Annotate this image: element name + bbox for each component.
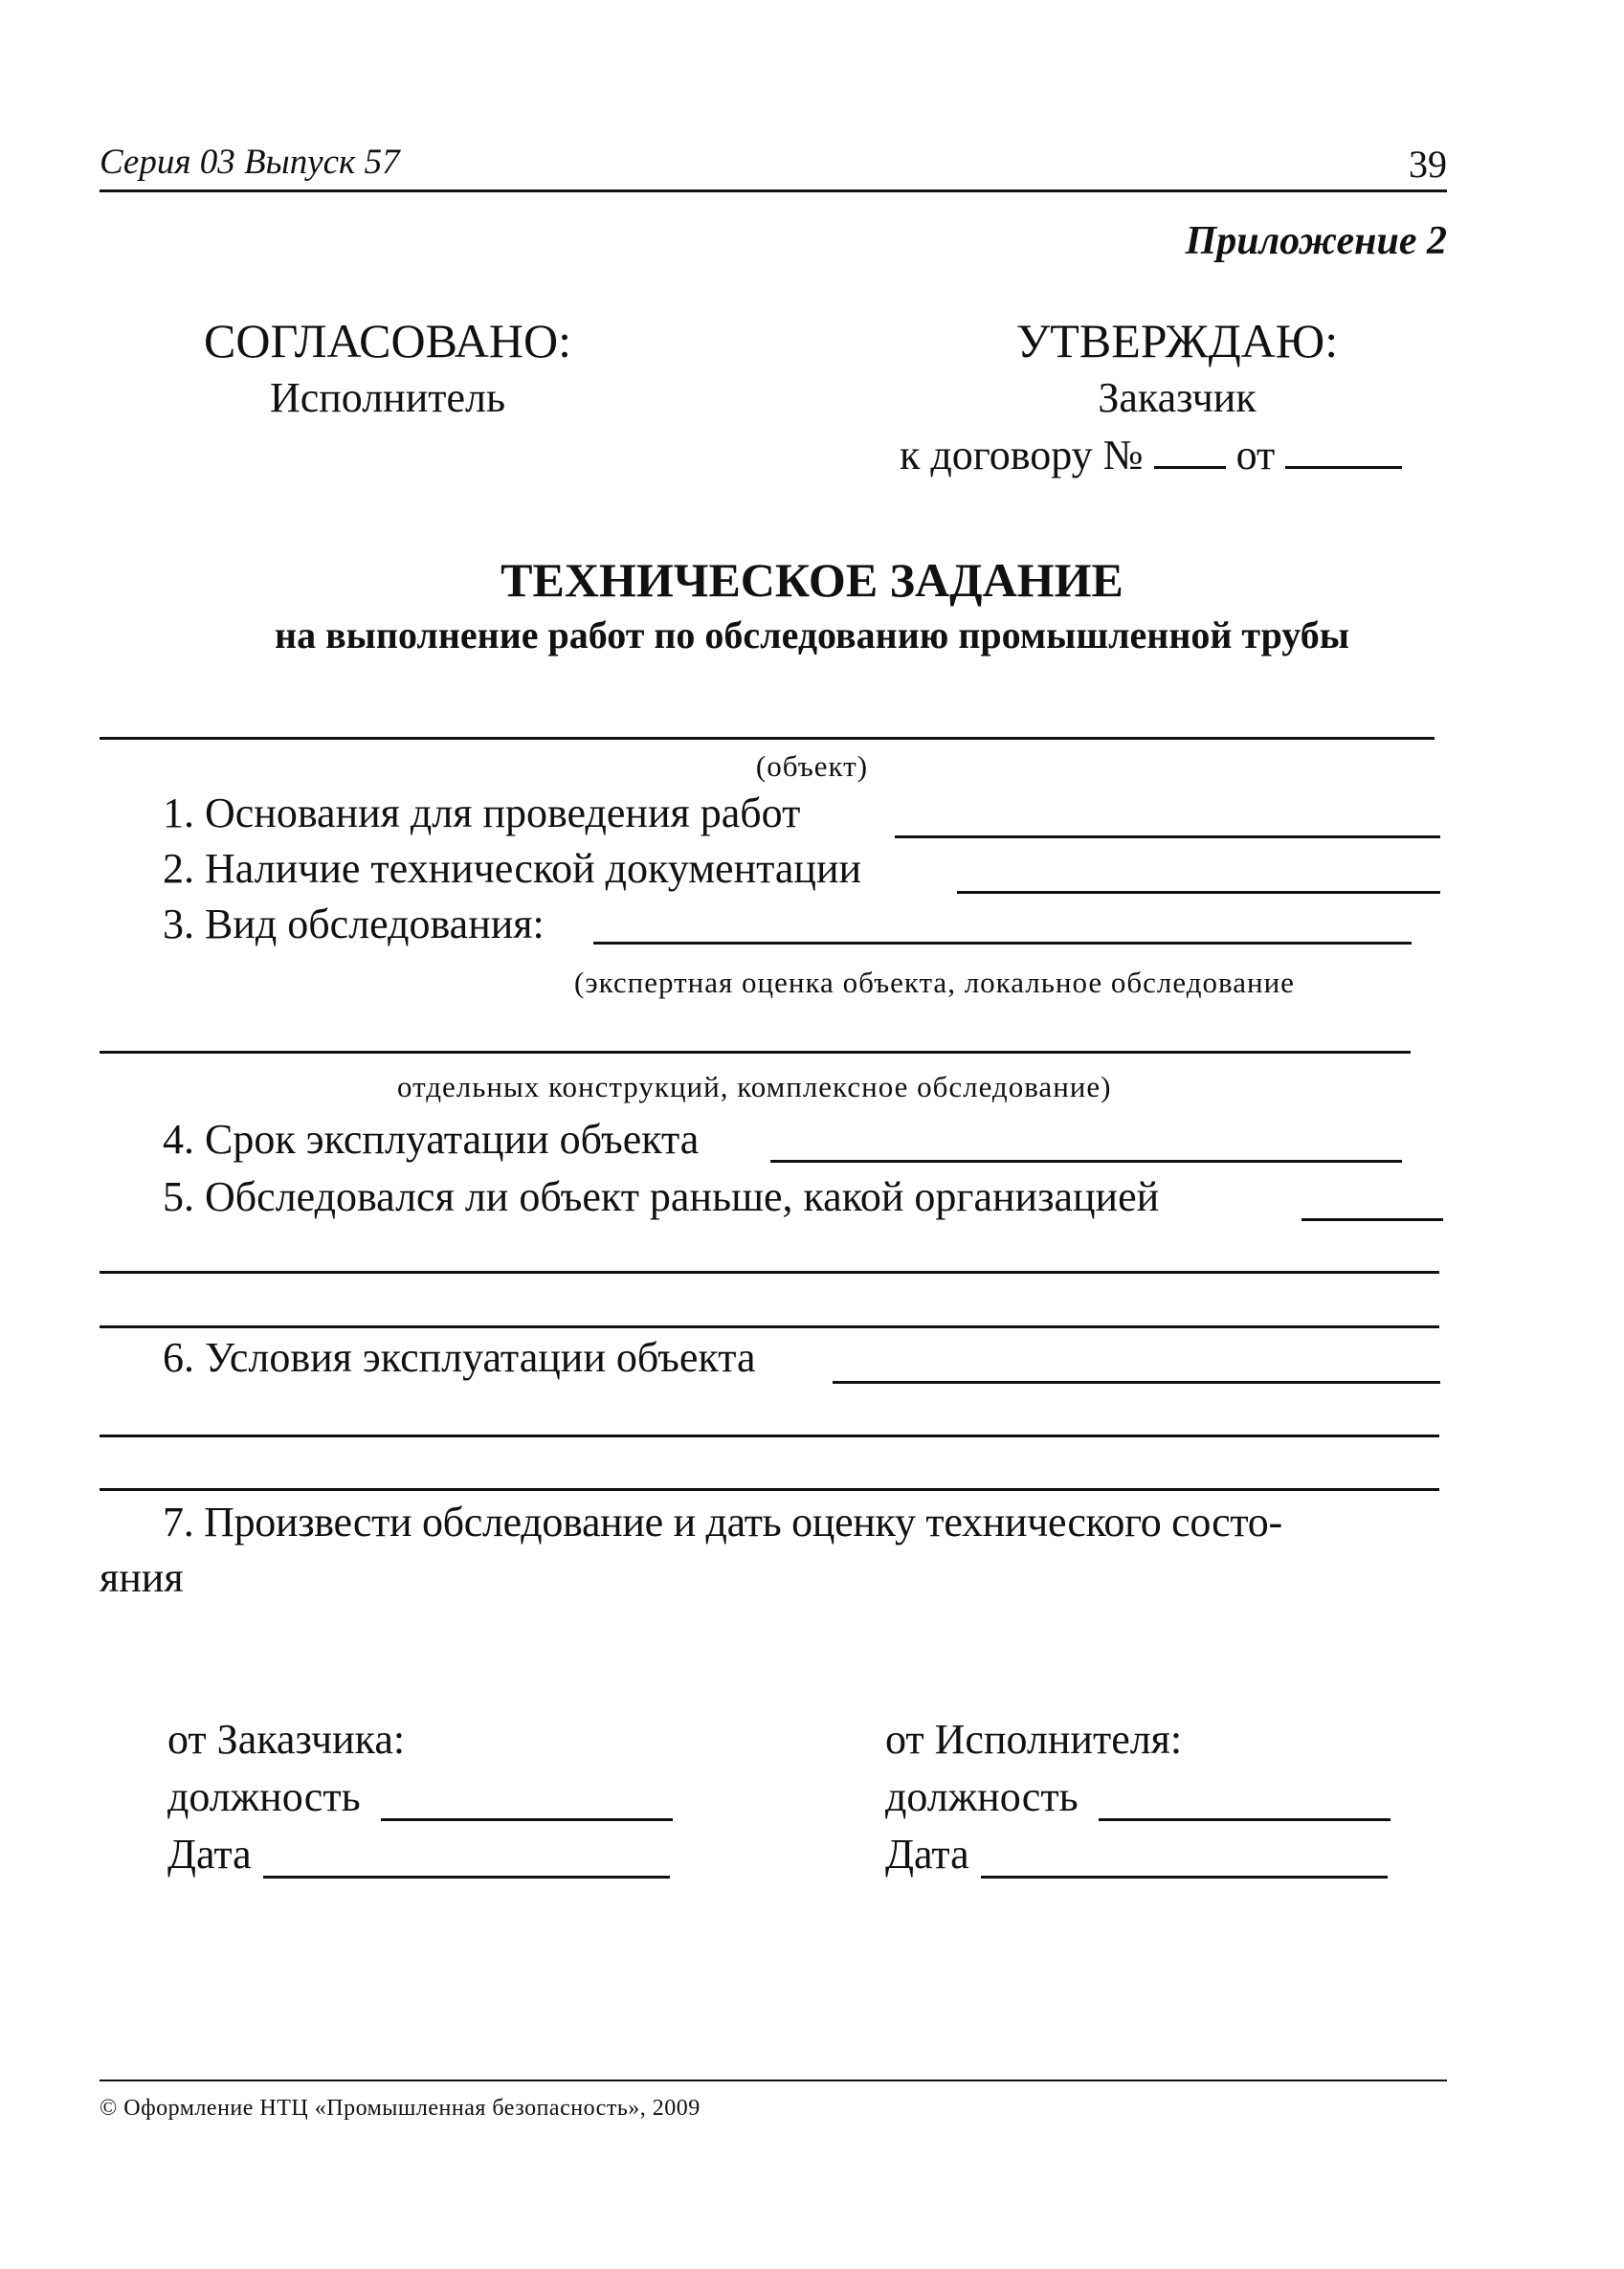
document-title: ТЕХНИЧЕСКОЕ ЗАДАНИЕ (501, 553, 1123, 607)
item-3-caption-line1: (экспертная оценка объекта, локальное обследование (574, 966, 1295, 999)
item-5-field[interactable] (1301, 1218, 1443, 1221)
item-5-field-line2[interactable] (100, 1271, 1439, 1274)
item-5-field-line3[interactable] (100, 1325, 1439, 1328)
item-7-text-line1: 7. Произвести обследование и дать оценку технического состо- (163, 1499, 1282, 1546)
contract-from-label: от (1235, 432, 1276, 478)
item-7-text-line2: яния (100, 1554, 184, 1601)
footer-copyright: © Оформление НТЦ «Промышленная безопасность», 2009 (100, 2096, 701, 2121)
customer-date-field[interactable] (263, 1876, 670, 1879)
item-3-field-continued[interactable] (100, 1051, 1411, 1054)
agreed-heading: СОГЛАСОВАНО: (203, 314, 571, 367)
contractor-heading: от Исполнителя: (885, 1716, 1183, 1763)
contract-reference (900, 431, 1402, 479)
item-6-field[interactable] (833, 1381, 1440, 1384)
approved-role: Заказчик (1098, 374, 1257, 421)
approved-heading: УТВЕРЖДАЮ: (1015, 314, 1339, 367)
header-rule (100, 189, 1447, 192)
footer-rule (100, 2080, 1447, 2081)
item-1-label: 1. Основания для проведения работ (163, 790, 801, 836)
item-5-label: 5. Обследовался ли объект раньше, какой организацией (163, 1173, 1160, 1220)
item-4-label: 4. Срок эксплуатации объекта (163, 1116, 700, 1163)
item-6-field-line2[interactable] (100, 1435, 1439, 1437)
item-6-field-line3[interactable] (100, 1488, 1439, 1491)
customer-heading: от Заказчика: (167, 1716, 406, 1763)
item-1-field[interactable] (895, 835, 1440, 838)
contractor-position-field[interactable] (1099, 1818, 1390, 1821)
object-field[interactable] (100, 737, 1435, 740)
contract-date-field[interactable] (1285, 432, 1402, 469)
appendix-label: Приложение 2 (1185, 219, 1447, 263)
item-2-field[interactable] (957, 891, 1440, 894)
contract-prefix: к договору № (900, 432, 1144, 478)
page-number: 39 (1409, 143, 1447, 186)
agreed-role: Исполнитель (269, 374, 506, 421)
object-caption: (объект) (755, 749, 869, 783)
item-3-label: 3. Вид обследования: (163, 901, 545, 947)
running-header-series: Серия 03 Выпуск 57 (100, 143, 400, 182)
document-subtitle: на выполнение работ по обследованию промышленной трубы (275, 613, 1349, 656)
item-6-label: 6. Условия эксплуатации объекта (163, 1334, 756, 1381)
contractor-position-label: должность (885, 1773, 1079, 1820)
item-3-field[interactable] (593, 942, 1412, 945)
contract-number-field[interactable] (1154, 432, 1226, 469)
contractor-date-field[interactable] (981, 1876, 1388, 1879)
item-4-field[interactable] (770, 1160, 1402, 1163)
customer-position-label: должность (167, 1773, 361, 1820)
customer-date-label: Дата (167, 1831, 252, 1878)
item-2-label: 2. Наличие технической документации (163, 845, 862, 892)
customer-position-field[interactable] (381, 1818, 673, 1821)
contractor-date-label: Дата (885, 1831, 969, 1878)
item-3-caption-line2: отдельных конструкций, комплексное обследование) (397, 1070, 1112, 1103)
